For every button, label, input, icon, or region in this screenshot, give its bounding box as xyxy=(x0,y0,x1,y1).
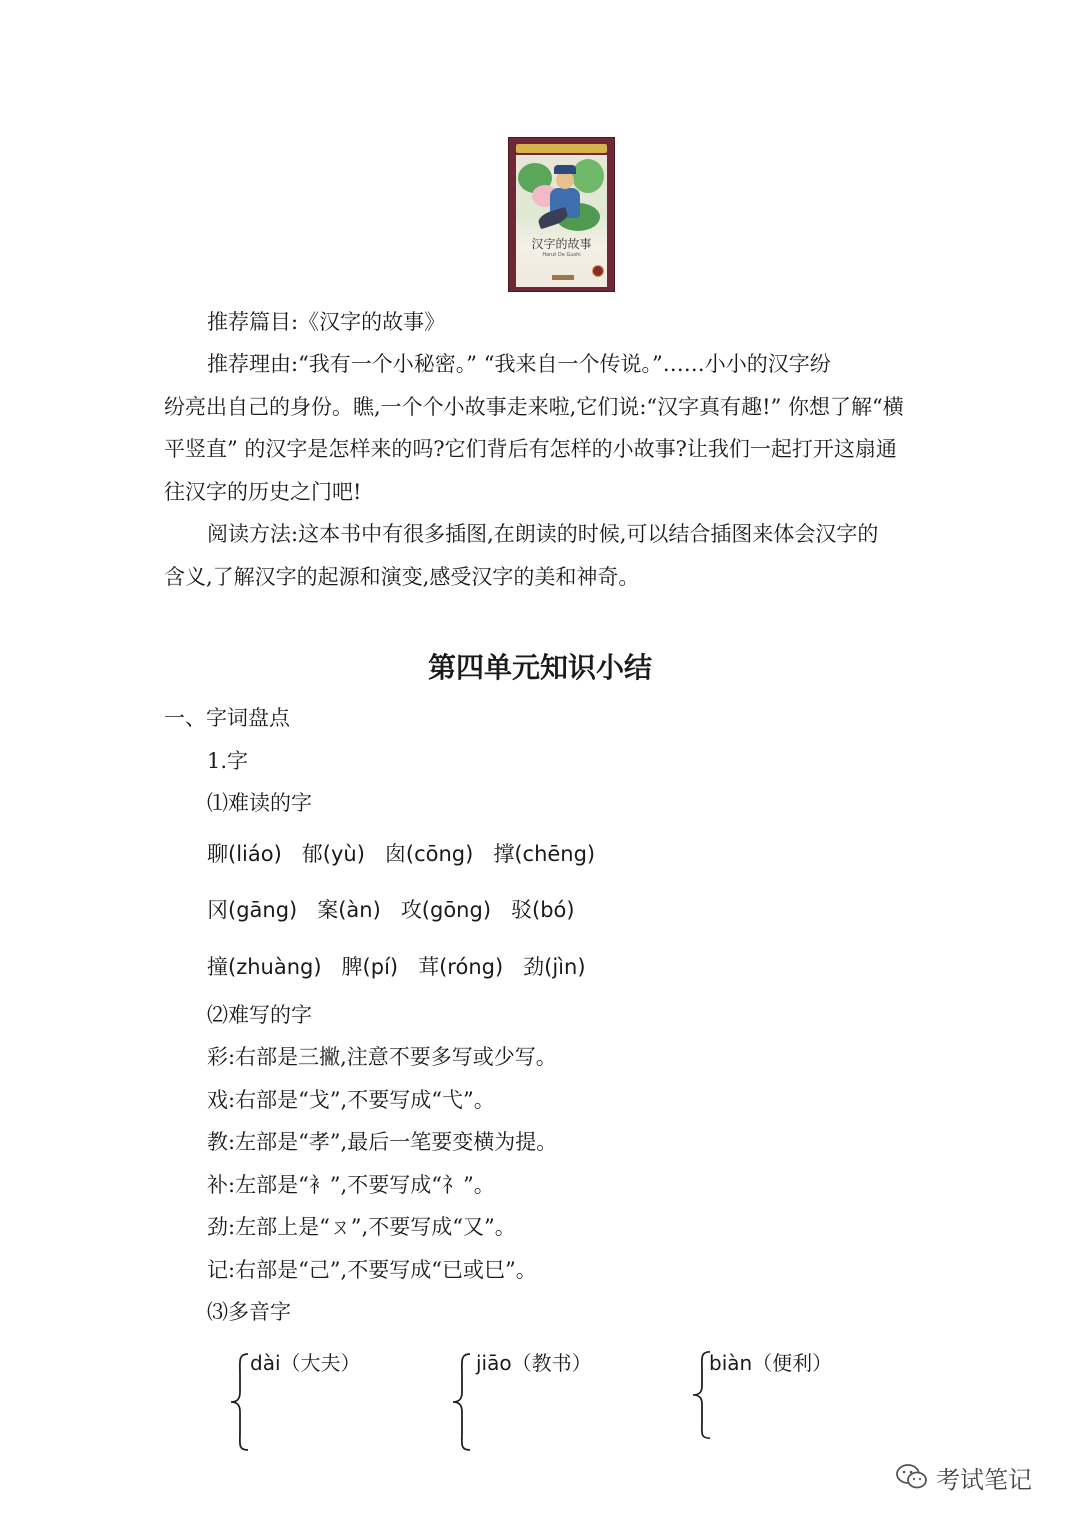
polyphone-title: ⑶多音字 xyxy=(207,1300,291,1324)
left-brace-icon xyxy=(228,1352,252,1452)
hard-read-title: ⑴难读的字 xyxy=(207,791,312,815)
reason-line: 纷亮出自己的身份。瞧,一个个小故事走来啦,它们说:“汉字真有趣!” 你想了解“横 xyxy=(164,395,904,419)
cover-subtitle: Hanzi De Gushi xyxy=(542,252,581,258)
method-line: 含义,了解汉字的起源和演变,感受汉字的美和神奇。 xyxy=(164,565,640,589)
watermark-text: 考试笔记 xyxy=(936,1466,1032,1494)
cover-title: 汉字的故事 xyxy=(531,237,592,251)
cover-top-band xyxy=(516,144,607,153)
hard-write-title: ⑵难写的字 xyxy=(207,1003,312,1027)
pinyin-item: 脾(pí) xyxy=(341,955,399,979)
recommend-title: 推荐篇目:《汉字的故事》 xyxy=(207,310,446,334)
reason-line: 推荐理由:“我有一个小秘密。” “我来自一个传说。”……小小的汉字纷 xyxy=(207,352,831,376)
pinyin-item: 撑(chēng) xyxy=(493,842,596,866)
hard-write-line: 劲:左部上是“ㄡ”,不要写成“又”。 xyxy=(207,1215,516,1239)
pinyin-item: 囱(cōng) xyxy=(384,842,474,866)
method-line: 阅读方法:这本书中有很多插图,在朗读的时候,可以结合插图来体会汉字的 xyxy=(207,522,879,546)
polyphone-reading: jiāo（教书） xyxy=(476,1351,592,1375)
cover-illustration xyxy=(516,155,607,287)
pinyin-item: 撞(zhuàng) xyxy=(207,955,322,979)
pinyin-item: 郁(yù) xyxy=(301,842,365,866)
pinyin-row xyxy=(207,953,586,981)
hard-write-line: 彩:右部是三撇,注意不要多写或少写。 xyxy=(207,1045,557,1069)
polyphone-reading: dài（大夫） xyxy=(250,1351,361,1375)
reason-line: 往汉字的历史之门吧! xyxy=(164,480,362,504)
pinyin-item: 冈(gāng) xyxy=(207,898,298,922)
polyphone-reading: biàn（便利） xyxy=(709,1351,833,1375)
pinyin-item: 驳(bó) xyxy=(511,898,575,922)
leaf-shape xyxy=(572,159,604,193)
publisher-seal-icon xyxy=(592,265,604,277)
section-heading: 一、字词盘点 xyxy=(164,706,290,730)
wechat-icon xyxy=(895,1462,929,1492)
reason-line: 平竖直” 的汉字是怎样来的吗?它们背后有怎样的小故事?让我们一起打开这扇通 xyxy=(164,437,897,461)
hard-write-line: 教:左部是“孝”,最后一笔要变横为提。 xyxy=(207,1130,558,1154)
pinyin-row xyxy=(207,840,595,868)
pinyin-row xyxy=(207,896,575,924)
page-title: 第四单元知识小结 xyxy=(427,651,652,684)
pinyin-item: 聊(liáo) xyxy=(207,842,282,866)
publisher-mark xyxy=(552,275,574,280)
pinyin-item: 案(àn) xyxy=(317,898,381,922)
pinyin-item: 劲(jìn) xyxy=(523,955,586,979)
pinyin-item: 茸(róng) xyxy=(418,955,504,979)
subsection-heading: 1.字 xyxy=(207,749,249,773)
left-brace-icon xyxy=(450,1352,474,1452)
figure-hat xyxy=(554,165,576,174)
hard-write-line: 记:右部是“己”,不要写成“已或巳”。 xyxy=(207,1258,537,1282)
book-cover xyxy=(508,137,615,292)
hard-write-line: 补:左部是“衤”,不要写成“礻”。 xyxy=(207,1173,495,1197)
hard-write-line: 戏:右部是“戈”,不要写成“弋”。 xyxy=(207,1088,495,1112)
pinyin-item: 攻(gōng) xyxy=(400,898,492,922)
